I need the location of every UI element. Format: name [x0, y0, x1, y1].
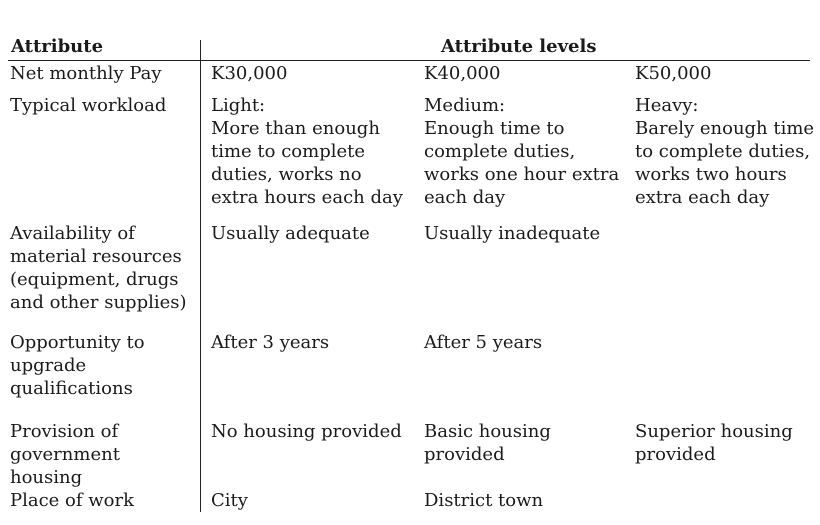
row-upgrade-level-2: After 5 years: [424, 332, 543, 353]
row-workload-attribute: Typical workload: [10, 95, 167, 116]
row-workload-level-2: Medium: Enough time to complete duties, works one hour extra each day: [424, 95, 620, 208]
row-resources-level-2: Usually inadequate: [424, 223, 601, 244]
row-workload-level-1: Light: More than enough time to complete duties, works no extra hours each day: [211, 95, 403, 208]
row-pay-level-2: K40,000: [424, 63, 501, 84]
row-housing-level-3: Superior housing provided: [635, 421, 793, 465]
row-upgrade-level-1: After 3 years: [211, 332, 330, 353]
row-pay-level-3: K50,000: [635, 63, 712, 84]
row-upgrade-attribute: Opportunity to upgrade qualifications: [10, 332, 145, 399]
row-place-level-1: City: [211, 490, 248, 511]
header-attribute: Attribute: [11, 36, 104, 57]
row-pay-level-1: K30,000: [211, 63, 288, 84]
row-resources-level-1: Usually adequate: [211, 223, 370, 244]
row-workload-level-3: Heavy: Barely enough time to complete duties, works two hours extra each day: [635, 95, 815, 208]
row-housing-level-2: Basic housing provided: [424, 421, 551, 465]
row-housing-level-1: No housing provided: [211, 421, 402, 442]
header-attribute-levels: Attribute levels: [441, 36, 597, 57]
row-place-level-2: District town: [424, 490, 544, 511]
table-header: [8, 36, 812, 60]
row-resources-attribute: Availability of material resources (equipment, drugs and other supplies): [10, 223, 187, 313]
row-housing-attribute: Provision of government housing: [10, 421, 120, 488]
column-divider: [200, 40, 201, 512]
row-place-attribute: Place of work: [10, 490, 135, 511]
header-rule: [8, 60, 810, 61]
row-pay-attribute: Net monthly Pay: [10, 63, 162, 84]
